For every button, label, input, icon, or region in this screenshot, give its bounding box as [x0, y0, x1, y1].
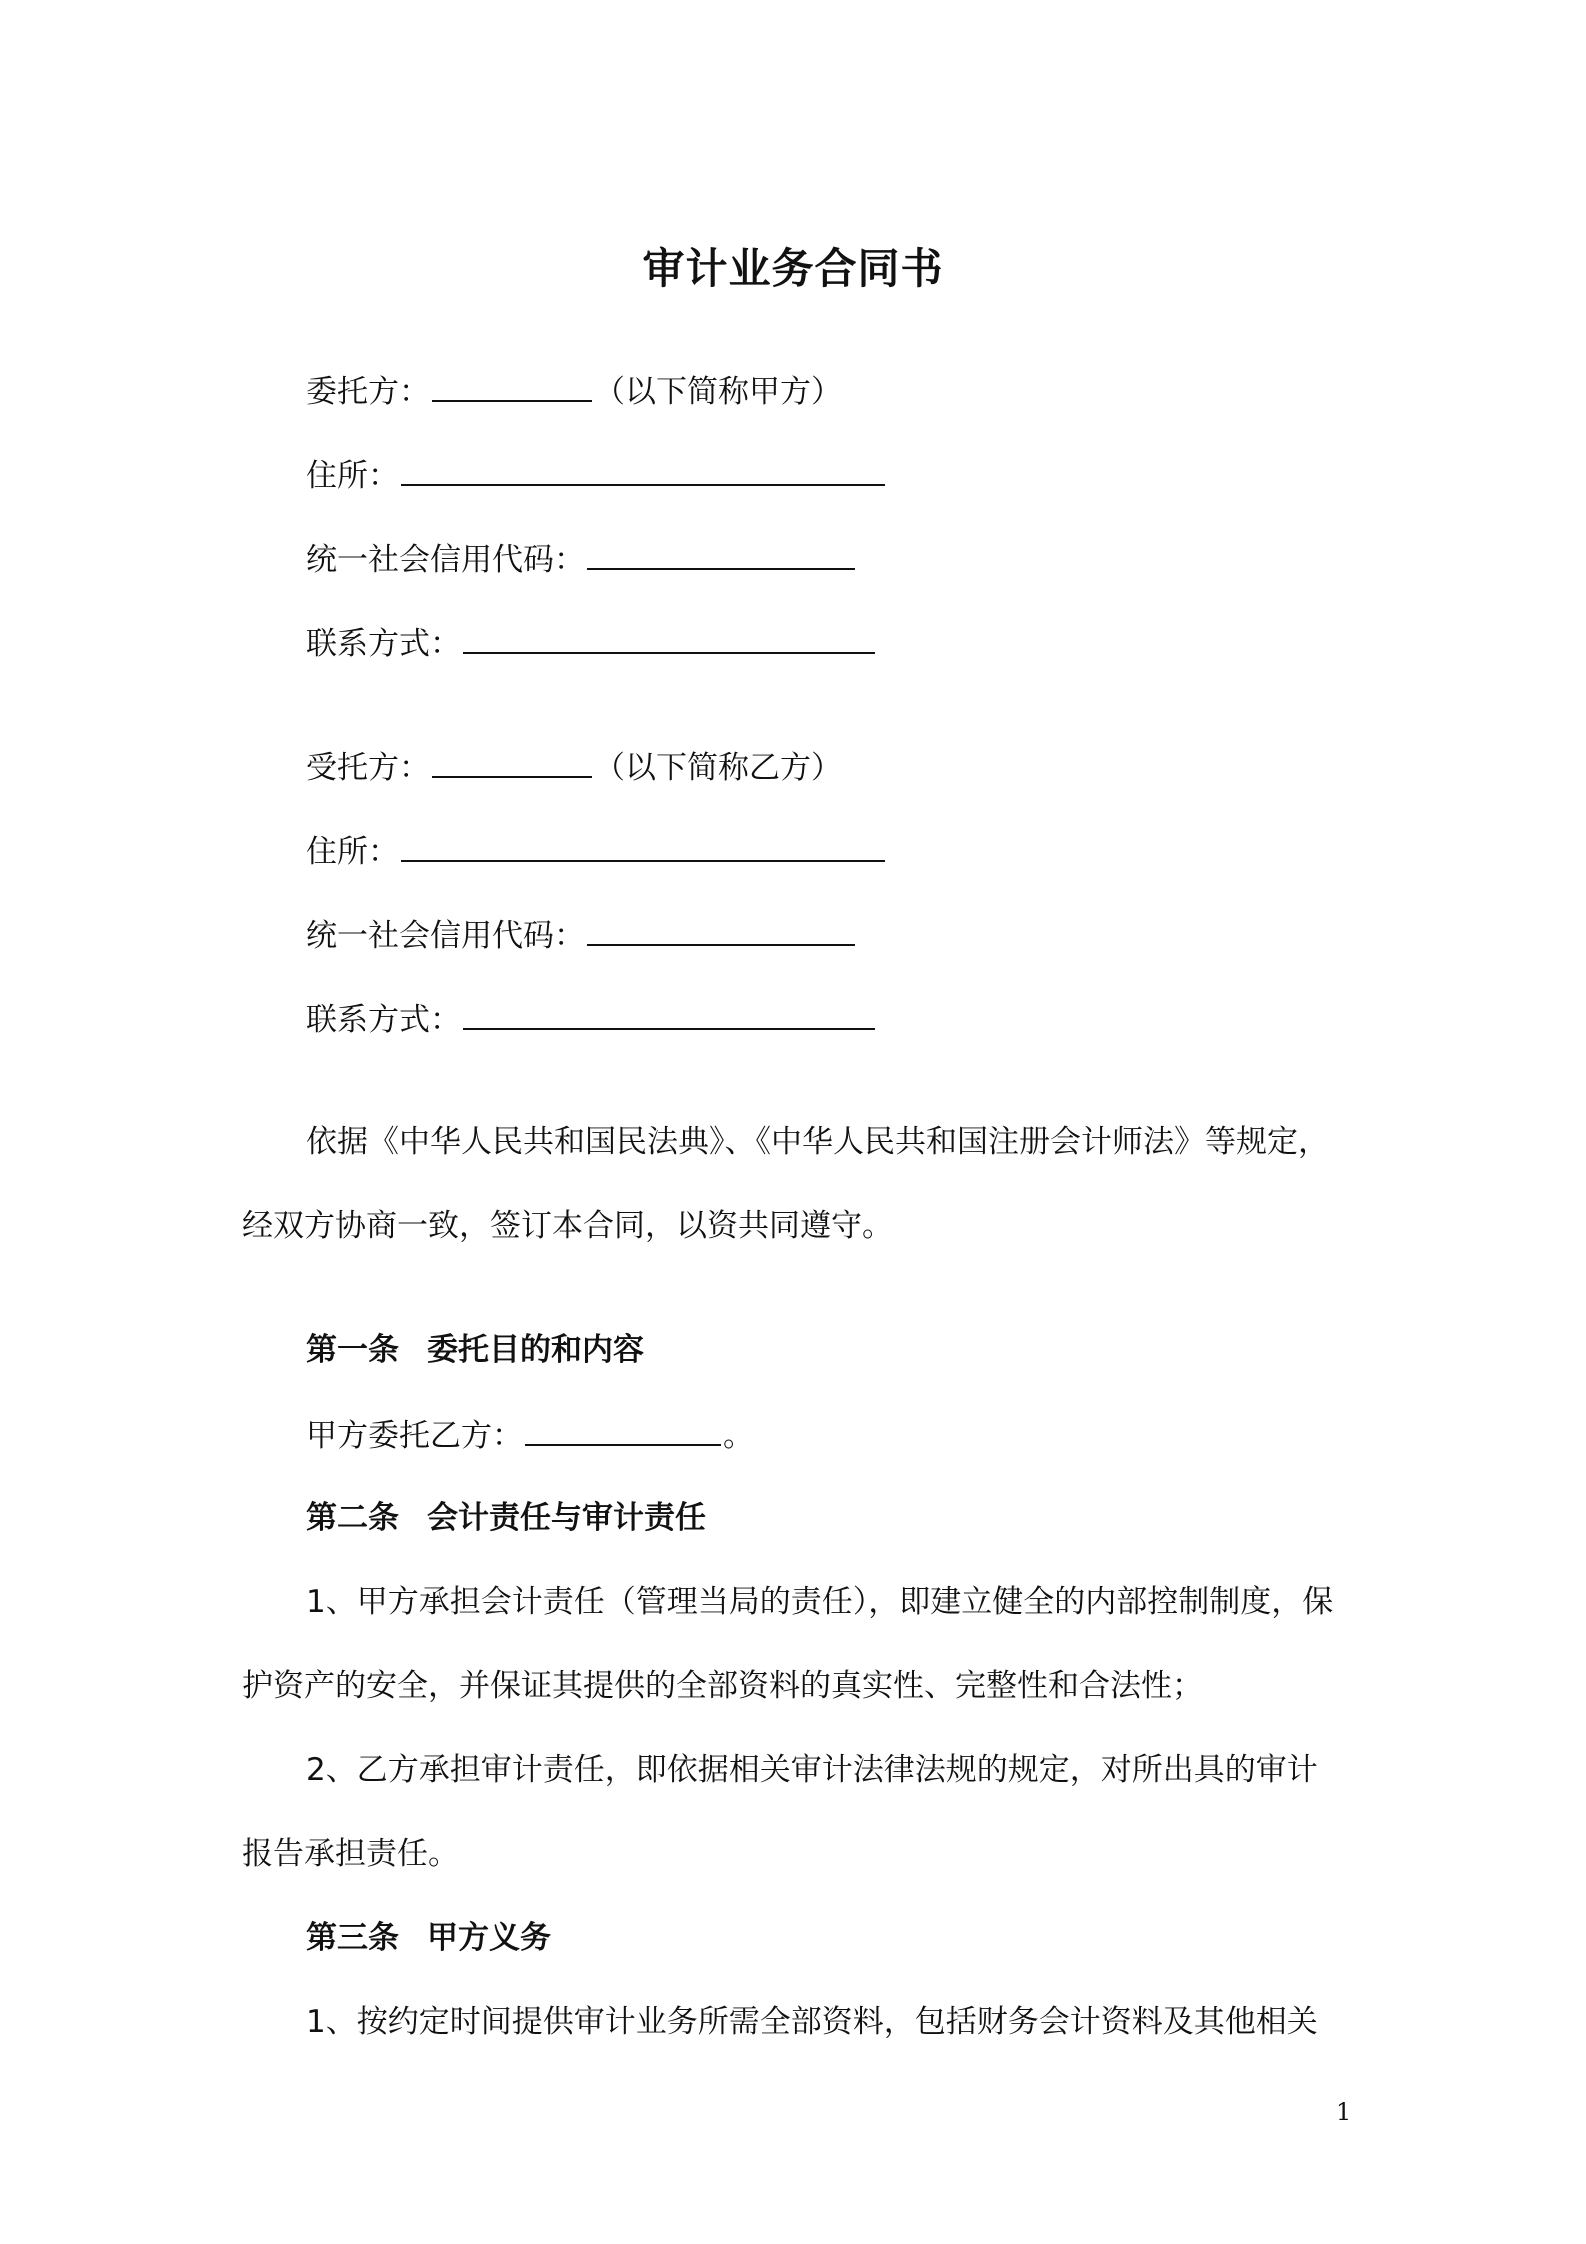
- article-2-heading: [306, 1498, 706, 1538]
- article-1-number: 第一条: [306, 1332, 399, 1368]
- party-b-contact-line: [306, 998, 877, 1040]
- party-a-address-label: 住所：: [306, 458, 399, 494]
- party-a-address-blank: [401, 454, 885, 486]
- article-1-title: 委托目的和内容: [427, 1332, 644, 1368]
- article-3-number: 第三条: [306, 1920, 399, 1956]
- party-a-name-label: 委托方：: [306, 374, 430, 410]
- party-b-credit-code-line: [306, 914, 857, 956]
- party-b-name-label: 受托方：: [306, 750, 430, 786]
- party-b-address-blank: [401, 830, 885, 862]
- article-1-text-label: 甲方委托乙方：: [306, 1418, 523, 1454]
- party-b-address-label: 住所：: [306, 834, 399, 870]
- party-a-name-line: [306, 370, 842, 412]
- party-b-contact-label: 联系方式：: [306, 1002, 461, 1038]
- party-b-credit-code-label: 统一社会信用代码：: [306, 918, 585, 954]
- article-1-text: [306, 1414, 754, 1456]
- party-a-name-blank: [432, 370, 592, 402]
- article-3-title: 甲方义务: [427, 1920, 551, 1956]
- preamble-line-1: 依据《中华人民共和国民法典》、《中华人民共和国注册会计师法》等规定，: [306, 1124, 1329, 1160]
- party-a-contact-label: 联系方式：: [306, 626, 461, 662]
- page-number: 1: [1336, 2098, 1352, 2126]
- article-3-item-1-line-1: 1、按约定时间提供审计业务所需全部资料，包括财务会计资料及其他相关: [306, 2004, 1318, 2040]
- party-a-address-line: [306, 454, 887, 496]
- party-b-credit-code-blank: [587, 914, 855, 946]
- party-a-credit-code-blank: [587, 538, 855, 570]
- party-a-name-suffix: （以下简称甲方）: [594, 374, 842, 410]
- party-a-contact-blank: [463, 622, 875, 654]
- document-title: 审计业务合同书: [642, 244, 944, 293]
- party-b-name-blank: [432, 746, 592, 778]
- preamble-line-2: 经双方协商一致，签订本合同，以资共同遵守。: [242, 1208, 893, 1244]
- article-2-item-2-line-1: 2、乙方承担审计责任，即依据相关审计法律法规的规定，对所出具的审计: [306, 1752, 1318, 1788]
- party-b-name-suffix: （以下简称乙方）: [594, 750, 842, 786]
- article-3-heading: [306, 1918, 551, 1958]
- party-a-credit-code-label: 统一社会信用代码：: [306, 542, 585, 578]
- article-2-item-1-line-2: 护资产的安全，并保证其提供的全部资料的真实性、完整性和合法性；: [242, 1668, 1203, 1704]
- article-1-blank: [525, 1414, 721, 1446]
- article-2-item-2-line-2: 报告承担责任。: [242, 1836, 459, 1872]
- article-1-heading: [306, 1330, 644, 1370]
- article-1-text-end: 。: [723, 1418, 754, 1454]
- article-2-title: 会计责任与审计责任: [427, 1500, 706, 1536]
- party-a-contact-line: [306, 622, 877, 664]
- article-2-number: 第二条: [306, 1500, 399, 1536]
- party-a-credit-code-line: [306, 538, 857, 580]
- party-b-address-line: [306, 830, 887, 872]
- party-b-contact-blank: [463, 998, 875, 1030]
- article-2-item-1-line-1: 1、甲方承担会计责任（管理当局的责任），即建立健全的内部控制制度，保: [306, 1584, 1334, 1620]
- party-b-name-line: [306, 746, 842, 788]
